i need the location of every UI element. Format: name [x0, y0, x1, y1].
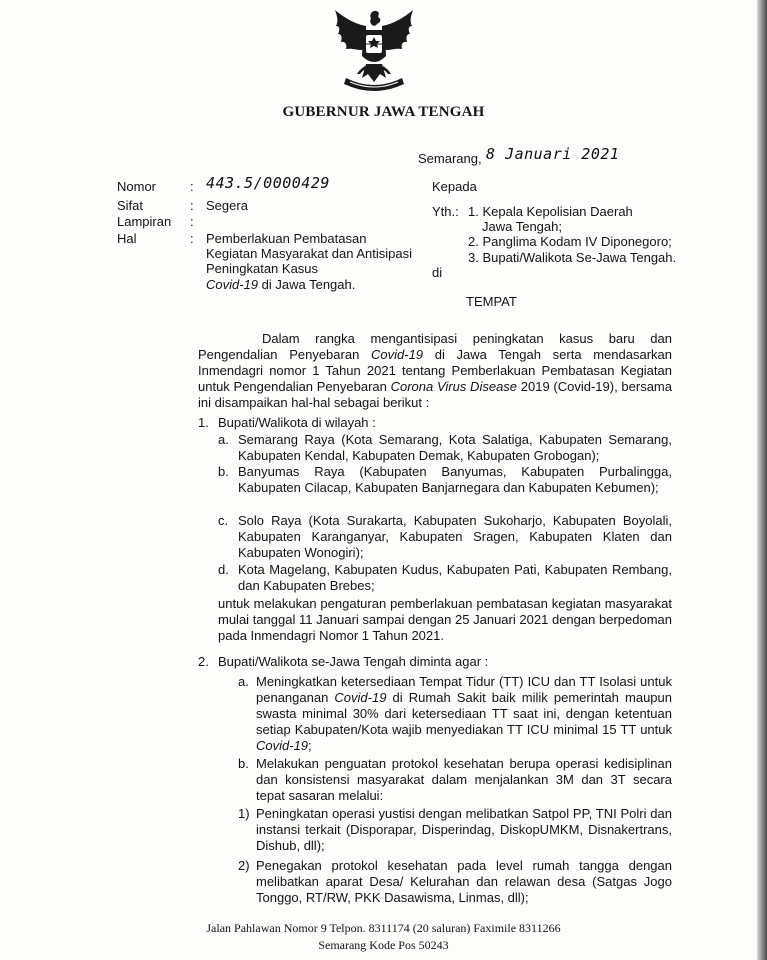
point-2a-text: Meningkatkan ketersediaan Tempat Tidur (TT) ICU dan TT Isolasi untuk penanganan Covid-19 di Rumah Sakit baik milik pemerintah maupun swasta minimal 30% dari ketersediaan TT saat ini, dengan ketentuan setiap Kabupaten/Kota wajib menyediakan TT ICU minimal 15 TT untuk Covid-19;: [256, 674, 672, 753]
colon: :: [190, 231, 194, 246]
intro-paragraph: Dalam rangka mengantisipasi peningkatan kasus baru dan Pengendalian Penyebaran Covid-19 di Jawa Tengah serta mendasarkan Inmendagri nomor 1 Tahun 2021 tentang Pemberlakuan Pembatasan Kegiatan untuk Pengendalian Penyebaran Corona Virus Disease 2019 (Covid-19), bersama ini disampaikan hal-hal sebagai berikut :: [198, 331, 672, 410]
sifat-label: Sifat: [117, 198, 144, 213]
point-2b-2-text: Penegakan protokol kesehatan pada level rumah tangga dengan melibatkan aparat Desa/ Kelurahan dan relawan desa (Satgas Jogo Tonggo, RT/RW, PKK Dasawisma, Linmas, dll);: [256, 858, 672, 905]
point-1-number: 1.: [198, 415, 209, 430]
recipient-3: 3. Bupati/Walikota Se-Jawa Tengah.: [468, 250, 677, 265]
point-2b-2-marker: 2): [238, 858, 250, 873]
hal-line-3: Peningkatan Kasus: [206, 261, 319, 276]
point-1c-text: Solo Raya (Kota Surakarta, Kabupaten Sukoharjo, Kabupaten Boyolali, Kabupaten Karanganyar, Kabupaten Sragen, Kabupaten Klaten dan Kabupaten Wonogiri);: [238, 513, 672, 560]
colon: :: [190, 179, 194, 194]
recipient-1-cont: Jawa Tengah;: [482, 219, 562, 234]
point-2b-marker: b.: [238, 756, 249, 771]
point-1-closing: untuk melakukan pengaturan pemberlakuan pembatasan kegiatan masyarakat mulai tanggal 11 Januari sampai dengan 25 Januari 2021 dengan berpedoman pada Inmendagri Nomor 1 Tahun 2021.: [218, 596, 672, 643]
footer-postcode: Semarang Kode Pos 50243: [318, 938, 449, 952]
handwritten-date: 8 Januari 2021: [486, 145, 620, 163]
point-1a-marker: a.: [218, 432, 229, 447]
footer-address: Jalan Pahlawan Nomor 9 Telpon. 8311174 (20 saluran) Faximile 8311266: [206, 921, 561, 935]
colon: :: [190, 214, 194, 229]
colon: :: [190, 198, 194, 213]
lampiran-label: Lampiran: [117, 214, 172, 229]
point-1b-text: Banyumas Raya (Kabupaten Banyumas, Kabupaten Purbalingga, Kabupaten Cilacap, Kabupaten Banjarnegara dan Kabupaten Kebumen);: [238, 464, 672, 495]
yth-label: Yth.:: [432, 204, 459, 219]
point-2b-1-marker: 1): [238, 806, 250, 821]
point-2a-marker: a.: [238, 674, 249, 689]
point-2b-1-text: Peningkatan operasi yustisi dengan melibatkan Satpol PP, TNI Polri dan instansi terkait (Disporapar, Disperindag, DiskopUMKM, Disnakertrans, Dishub, dll);: [256, 806, 672, 853]
page-edge-shadow: [757, 0, 767, 960]
point-1-heading: Bupati/Walikota di wilayah :: [218, 415, 376, 430]
recipient-2: 2. Panglima Kodam IV Diponegoro;: [468, 234, 672, 249]
point-2-heading: Bupati/Walikota se-Jawa Tengah diminta agar :: [218, 654, 489, 669]
point-1b-marker: b.: [218, 464, 229, 479]
point-1d-text: Kota Magelang, Kabupaten Kudus, Kabupaten Pati, Kabupaten Rembang, dan Kabupaten Brebes;: [238, 562, 672, 593]
hal-line-2: Kegiatan Masyarakat dan Antisipasi: [206, 246, 412, 261]
nomor-label: Nomor: [117, 179, 157, 194]
point-2-number: 2.: [198, 654, 209, 669]
point-1a-text: Semarang Raya (Kota Semarang, Kota Salatiga, Kabupaten Semarang, Kabupaten Kendal, Kabupaten Demak, Kabupaten Grobogan);: [238, 432, 672, 463]
place-label: Semarang,: [418, 151, 482, 166]
hal-line-1: Pemberlakuan Pembatasan: [206, 231, 367, 246]
document-title: GUBERNUR JAWA TENGAH: [282, 104, 485, 120]
recipient-1: 1. Kepala Kepolisian Daerah: [468, 204, 633, 219]
tempat-label: TEMPAT: [466, 294, 517, 309]
nomor-value-handwritten: 443.5/0000429: [206, 174, 330, 192]
sifat-value: Segera: [206, 198, 248, 213]
point-2b-text: Melakukan penguatan protokol kesehatan berupa operasi kedisiplinan dan konsistensi masyarakat dalam menjalankan 3M dan 3T secara tepat sasaran melalui:: [256, 756, 672, 803]
point-1c-marker: c.: [218, 513, 229, 528]
kepada-label: Kepada: [432, 179, 477, 194]
hal-label: Hal: [117, 231, 137, 246]
point-1d-marker: d.: [218, 562, 229, 577]
garuda-emblem-icon: [332, 8, 416, 94]
di-label: di: [432, 265, 443, 280]
hal-line-4: Covid-19 di Jawa Tengah.: [206, 277, 356, 292]
